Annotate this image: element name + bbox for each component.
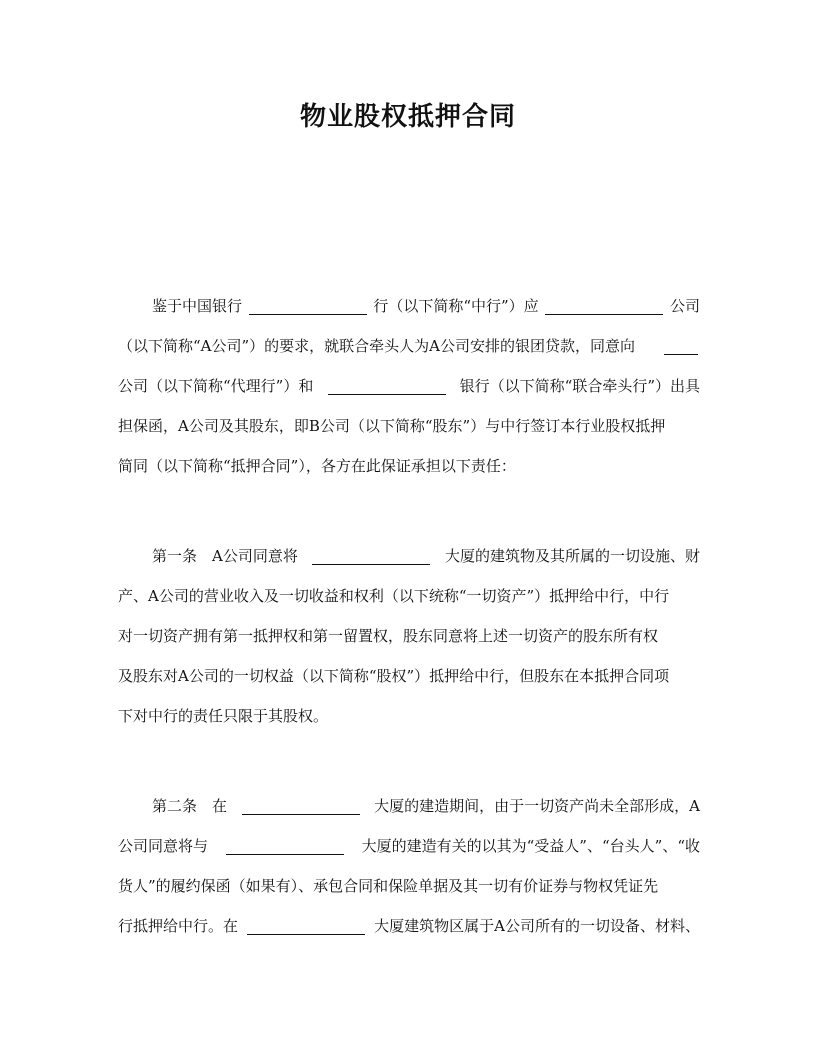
fill-in-blank[interactable] [247,918,365,935]
text-line [118,616,700,656]
fill-in-blank[interactable] [312,548,430,565]
text-line [118,536,700,576]
text-segment: 第一条 A公司同意将 [152,547,298,565]
text-line [118,906,700,946]
fill-in-blank[interactable] [226,838,344,855]
text-line [118,576,700,616]
text-segment: 行抵押给中行。在 [118,917,239,935]
document-title: 物业股权抵押合同 [299,102,516,132]
text-line [118,326,700,366]
text-segment: 下对中行的责任只限于其股权。 [118,707,329,725]
text-line [118,286,700,326]
text-line [118,696,700,736]
article-1-paragraph [118,536,700,736]
text-segment: 对一切资产拥有第一抵押权和第一留置权，股东同意将上述一切资产的股东所有权 [118,627,659,645]
text-line [118,366,700,406]
text-segment: 大厦建筑物区属于A公司所有的一切设备、材料、 [374,917,700,935]
text-segment: 担保函，A公司及其股东，即B公司（以下简称“股东”）与中行签订本行业股权抵押 [118,417,666,435]
text-segment: 第二条 在 [152,797,228,815]
fill-in-blank[interactable] [664,338,698,355]
text-line [118,786,700,826]
text-line [118,446,700,486]
text-segment: 公司同意将与 [118,837,209,855]
text-line [118,826,700,866]
text-segment: 公司（以下简称“代理行”）和 [118,377,314,395]
text-segment: 行（以下简称“中行”）应 [373,297,539,315]
text-line [118,866,700,906]
text-segment: 鉴于中国银行 [152,297,243,315]
text-segment: 大厦的建造有关的以其为“受益人”、“台头人”、“收 [361,837,700,855]
text-segment: 及股东对A公司的一切权益（以下简称“股权”）抵押给中行，但股东在本抵押合同项 [118,667,670,685]
fill-in-blank[interactable] [545,298,663,315]
text-segment: 大厦的建筑物及其所属的一切设施、财 [444,547,700,565]
text-line [118,406,700,446]
text-segment: （以下简称“A公司”）的要求，就联合牵头人为A公司安排的银团贷款，同意向 [118,337,636,355]
text-segment: 货人”的履约保函（如果有）、承包合同和保险单据及其一切有价证券与物权凭证先 [118,877,659,895]
text-segment: 产、A公司的营业收入及一切收益和权利（以下统称“一切资产”）抵押给中行，中行 [118,587,670,605]
text-line [118,656,700,696]
text-segment: 简同（以下简称“抵押合同”），各方在此保证承担以下责任： [118,457,516,475]
preamble-paragraph [118,286,700,486]
fill-in-blank[interactable] [328,378,446,395]
article-2-paragraph [118,786,700,946]
text-segment: 公司 [669,297,700,315]
fill-in-blank[interactable] [242,798,360,815]
text-segment: 银行（以下简称“联合牵头行”）出具 [459,377,700,395]
fill-in-blank[interactable] [249,298,367,315]
text-segment: 大厦的建造期间，由于一切资产尚未全部形成，A [374,797,700,815]
